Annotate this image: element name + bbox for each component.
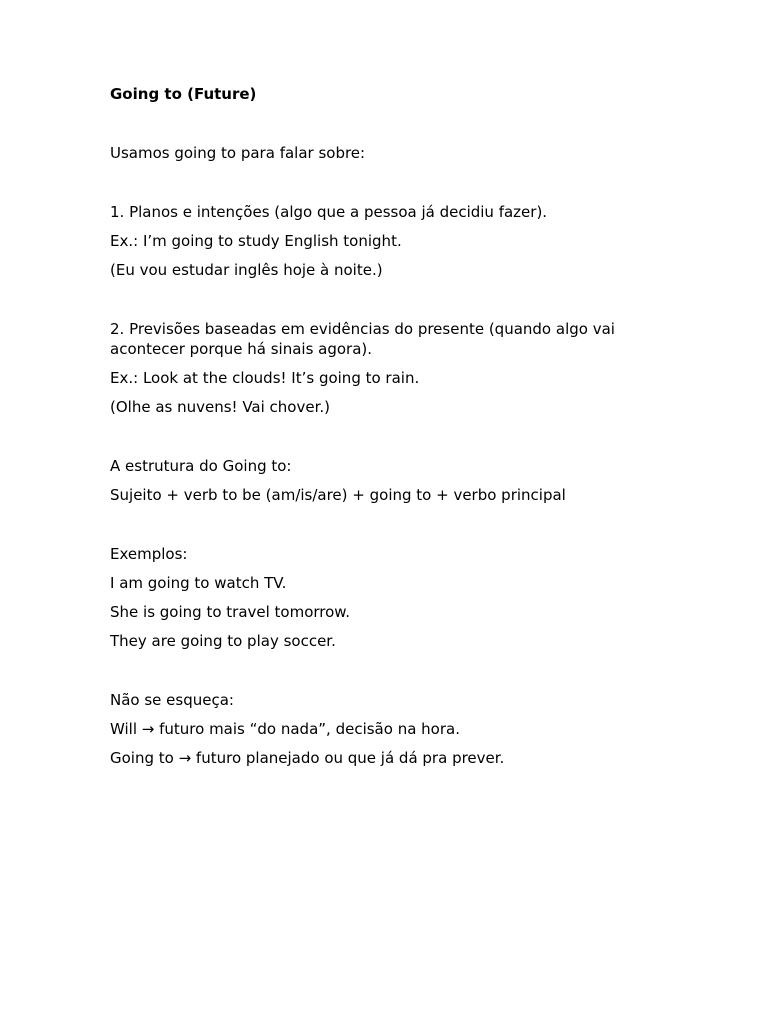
example-item: I am going to watch TV. [110,574,287,592]
reminder-heading: Não se esqueça: [110,691,234,709]
example-item: They are going to play soccer. [110,632,336,650]
structure-heading: A estrutura do Going to: [110,457,292,475]
intro-text: Usamos going to para falar sobre: [110,144,366,162]
section2-heading: 2. Previsões baseadas em evidências do presente (quando algo vai acontecer porque há sinais agora). [110,320,615,358]
section1-heading: 1. Planos e intenções (algo que a pessoa já decidiu fazer). [110,203,548,221]
section2-translation: (Olhe as nuvens! Vai chover.) [110,398,330,416]
section2-example: Ex.: Look at the clouds! It’s going to rain. [110,369,420,387]
structure-formula: Sujeito + verb to be (am/is/are) + going to + verbo principal [110,486,566,504]
document-page [110,84,670,768]
document-title: Going to (Future) [110,85,257,103]
reminder-will: Will → futuro mais “do nada”, decisão na hora. [110,720,460,738]
reminder-going-to: Going to → futuro planejado ou que já dá pra prever. [110,749,505,767]
example-item: She is going to travel tomorrow. [110,603,350,621]
section1-translation: (Eu vou estudar inglês hoje à noite.) [110,261,383,279]
examples-heading: Exemplos: [110,545,188,563]
section1-example: Ex.: I’m going to study English tonight. [110,232,402,250]
